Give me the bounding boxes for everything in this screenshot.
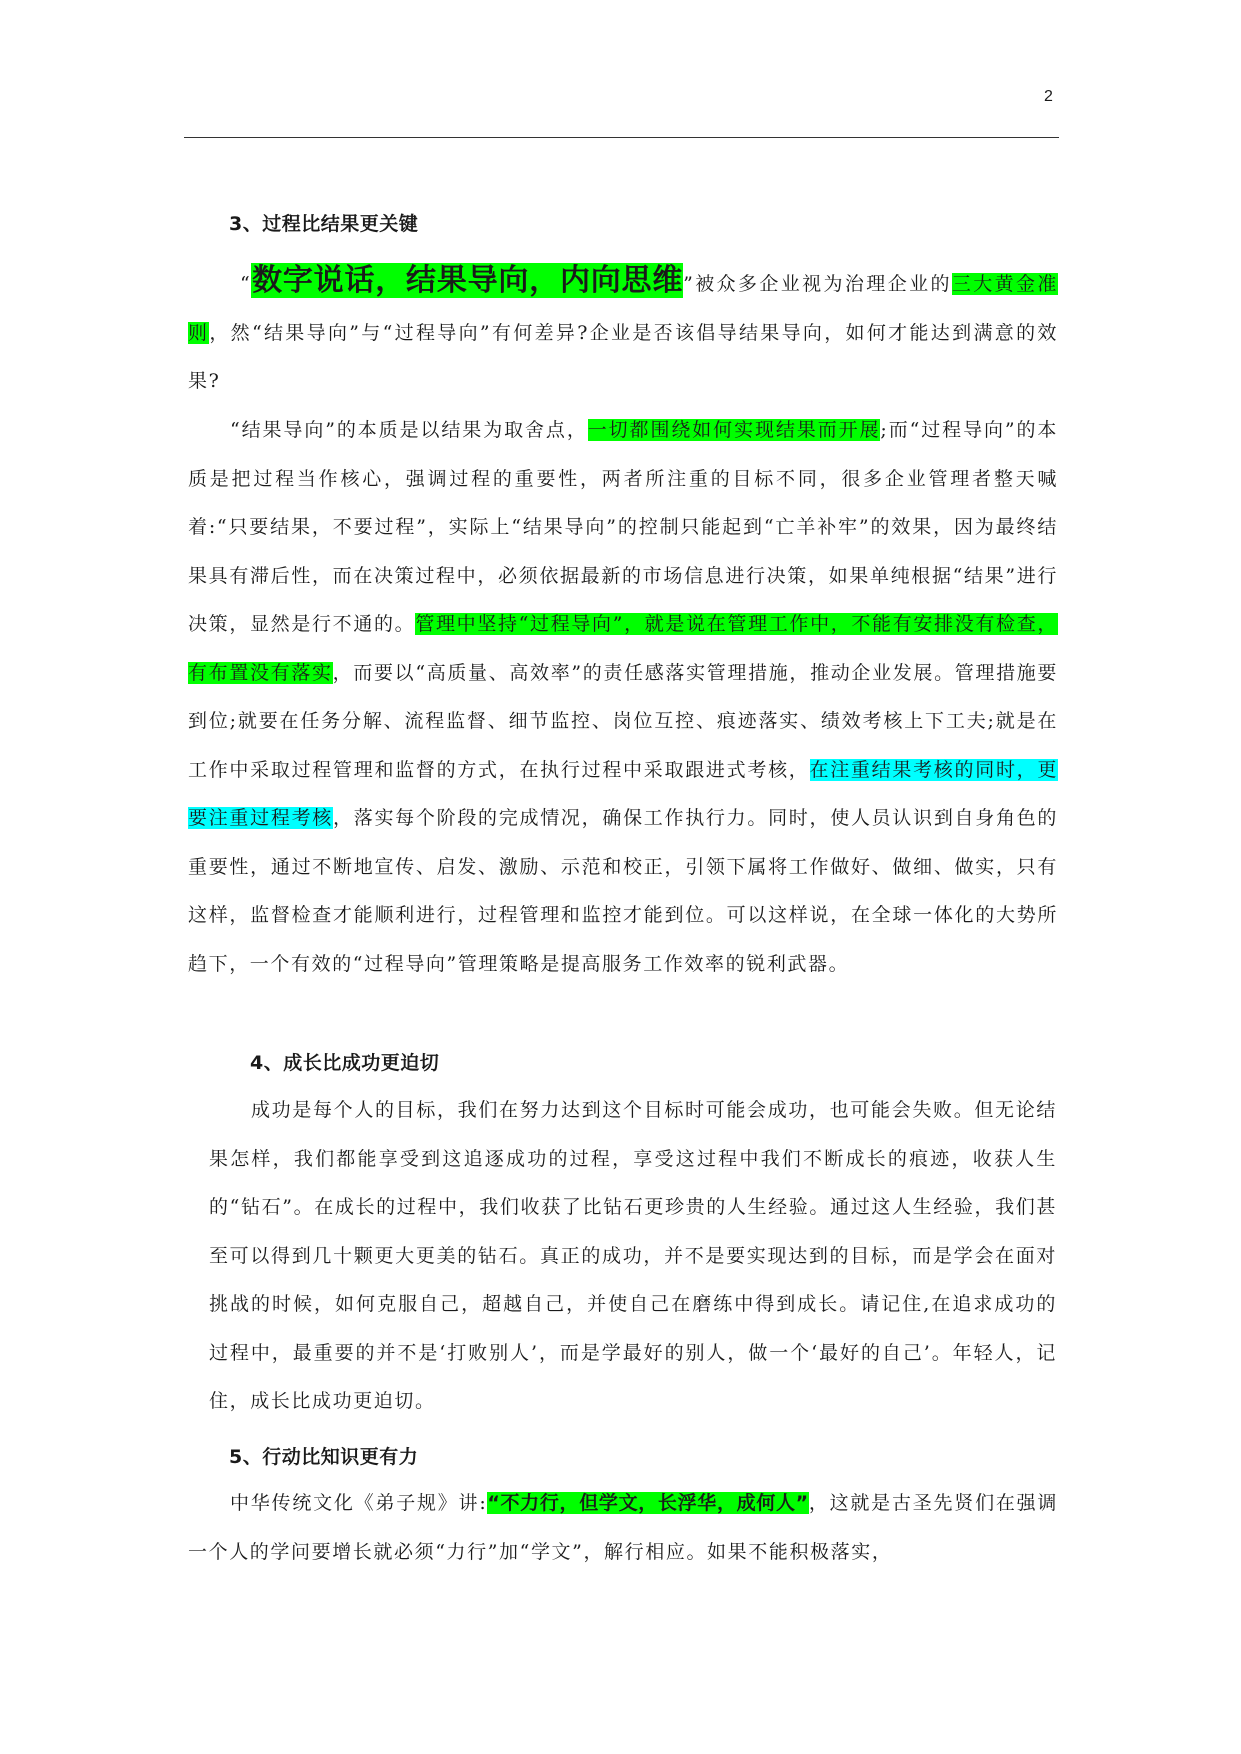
highlighted-quote: “不力行，但学文，长浮华，成何人” xyxy=(487,1492,809,1514)
highlighted-text: 管理中坚持“过程导向”，就是说在管理工作中，不能有安排没有检查，有布置没有落实 xyxy=(188,613,1058,684)
section-5-paragraph-1 xyxy=(188,1479,1058,1576)
highlighted-text: 在注重结果考核的同时，更要注重过程考核 xyxy=(188,758,1058,829)
text-run: 中华传统文化《弟子规》讲: xyxy=(230,1492,488,1514)
header-rule xyxy=(184,137,1059,138)
section-3-heading: 3、过程比结果更关键 xyxy=(229,213,419,235)
section-4-heading: 4、成长比成功更迫切 xyxy=(250,1052,440,1074)
open-quote: “ xyxy=(240,273,252,295)
text-run: ，这就是古圣先贤们在强调一个人的学问要增长就必须“力行”加“学文”，解行相应。如果不能积极落实， xyxy=(188,1492,1059,1563)
text-run: ”被众多企业视为治理企业的 xyxy=(683,273,952,295)
highlighted-slogan: 数字说话，结果导向，内向思维 xyxy=(251,263,684,298)
highlighted-text: 三大黄金准则 xyxy=(188,273,1059,344)
section-3-paragraph-2 xyxy=(188,406,1058,988)
text-run: “结果导向”的本质是以结果为取舍点， xyxy=(230,419,588,441)
page-number: 2 xyxy=(1044,88,1053,105)
text-run: ，落实每个阶段的完成情况，确保工作执行力。同时，使人员认识到自身角色的重要性，通过不断地宣传、启发、激励、示范和校正，引领下属将工作做好、做细、做实，只有这样，监督检查才能顺利进行，过程管理和监控才能到位。可以这样说，在全球一体化的大势所趋下，一个有效的“过程导向”管理策略是提高服务工作效率的锐利武器。 xyxy=(188,807,1058,975)
text-run: ，然“结果导向”与“过程导向”有何差异?企业是否该倡导结果导向，如何才能达到满意的效果? xyxy=(188,321,1058,392)
text-run: ;而“过程导向”的本质是把过程当作核心，强调过程的重要性，两者所注重的目标不同，很多企业管理者整天喊着:“只要结果，不要过程”，实际上“结果导向”的控制只能起到“亡羊补牢”的效果，因为最终结果具有滞后性，而在决策过程中，必须依据最新的市场信息进行决策，如果单纯根据“结果”进行决策，显然是行不通的。 xyxy=(188,419,1058,635)
highlighted-text: 一切都围绕如何实现结果而开展 xyxy=(587,419,881,441)
section-4-paragraph-1: 成功是每个人的目标，我们在努力达到这个目标时可能会成功，也可能会失败。但无论结果怎样，我们都能享受到这追逐成功的过程，享受这过程中我们不断成长的痕迹，收获人生的“钻石”。在成长的过程中，我们收获了比钻石更珍贵的人生经验。通过这人生经验，我们甚至可以得到几十颗更大更美的钻石。真正的成功，并不是要实现达到的目标，而是学会在面对挑战的时候，如何克服自己，超越自己，并使自己在磨练中得到成长。请记住,在追求成功的过程中，最重要的并不是‘打败别人’，而是学最好的别人，做一个‘最好的自己’。年轻人，记住，成长比成功更迫切。 xyxy=(209,1099,1057,1412)
section-3-paragraph-1 xyxy=(188,257,1058,406)
section-5-heading: 5、行动比知识更有力 xyxy=(229,1446,419,1468)
text-run: ，而要以“高质量、高效率”的责任感落实管理措施，推动企业发展。管理措施要到位;就要在任务分解、流程监督、细节监控、岗位互控、痕迹落实、绩效考核上下工夫;就是在工作中采取过程管理和监督的方式，在执行过程中采取跟进式考核， xyxy=(188,661,1059,781)
